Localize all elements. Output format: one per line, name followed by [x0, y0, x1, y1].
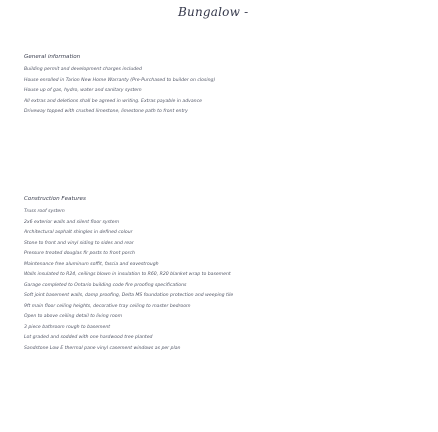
page-title	[178, 5, 248, 19]
list-item: Architectural asphalt shingles in defined colour	[24, 230, 133, 235]
list-item: House enrolled in Tarion New Home Warranty (Pre-Purchased to builder on closing)	[24, 77, 216, 83]
list-item: Soft joint basement walls, damp proofing, Delta MS foundation protection and weeping tile	[24, 293, 234, 298]
list-item: Driveway topped with crushed limestone, limestone path to front entry	[24, 109, 188, 114]
list-item: Walls insulated to R24, ceilings blown in insulation to R60, R20 blanket wrap to basement	[24, 272, 231, 277]
list-item: Truss roof system	[24, 209, 65, 214]
general-information-section	[24, 54, 424, 118]
list-item: House up of gas, hydro, water and sanitary system	[24, 88, 142, 93]
list-item: Pressure treated douglas fir posts to front porch	[24, 251, 135, 256]
title-dash: -	[244, 5, 249, 19]
title-text: Bungalow	[178, 5, 241, 19]
list-item: Maintenance free aluminum soffit, fascia and eavestrough	[24, 261, 159, 267]
list-item: All extras and deletions shall be agreed in writing. Extras payable in advance	[24, 98, 202, 104]
section-heading: General information	[24, 54, 81, 60]
construction-features-section	[24, 196, 424, 354]
list-item: Building permit and development charges included	[24, 67, 142, 72]
section-heading: Construction Features	[24, 196, 86, 202]
list-item: 3 piece bathroom rough to basement	[24, 324, 111, 330]
list-item: Stone to front and vinyl siding to sides and rear	[24, 240, 134, 246]
list-item: Open to above ceiling detail to living room	[24, 314, 123, 319]
list-item: Lot graded and sodded with one hardwood tree planted	[24, 335, 153, 340]
list-item: 2x6 exterior walls and silent floor system	[24, 219, 120, 225]
list-item: Sandstone Low E thermal pane vinyl casement windows as per plan	[24, 345, 181, 351]
list-item: Garage completed to Ontario building code fire proofing specifications	[24, 282, 187, 288]
list-item: 9ft main floor ceiling heights, decorative tray ceiling to master bedroom	[24, 303, 191, 309]
